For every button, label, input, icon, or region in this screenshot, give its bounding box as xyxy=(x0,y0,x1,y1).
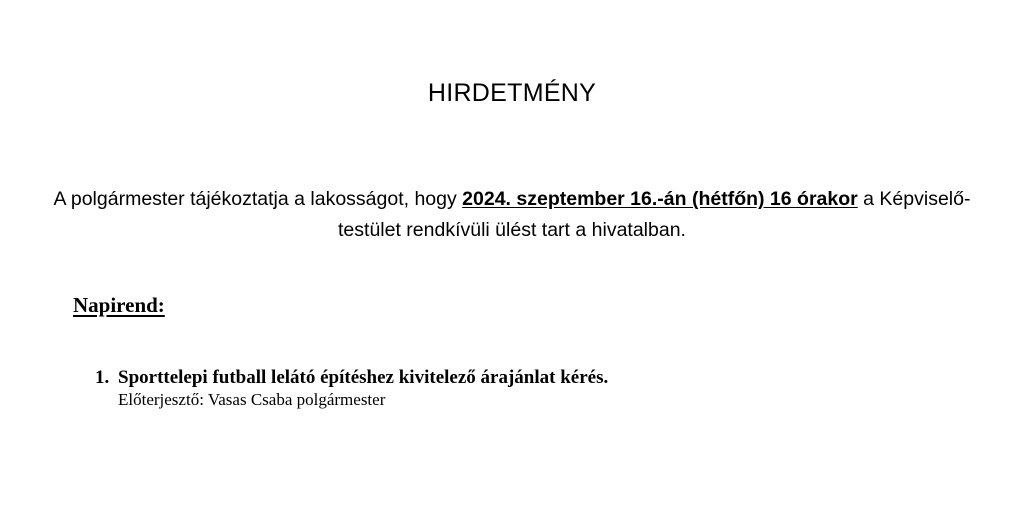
intro-text-after: a Képviselő-testület rendkívüli ülést tart a hivatalban. xyxy=(338,188,971,241)
agenda-item-text: Sporttelepi futball lelátó építéshez kivitelező árajánlat kérés. xyxy=(118,367,609,388)
agenda-item xyxy=(95,366,608,410)
document-title: HIRDETMÉNY xyxy=(427,79,597,107)
agenda-heading: Napirend: xyxy=(73,293,165,317)
agenda-item-presenter: Előterjesztő: Vasas Csaba polgármester xyxy=(118,390,386,409)
intro-text-before: A polgármester tájékoztatja a lakosságot, hogy xyxy=(53,188,463,210)
announcement-paragraph xyxy=(40,184,984,246)
meeting-datetime: 2024. szeptember 16.-án (hétfőn) 16 órakor xyxy=(462,188,858,210)
agenda-item-number: 1. xyxy=(95,367,110,388)
